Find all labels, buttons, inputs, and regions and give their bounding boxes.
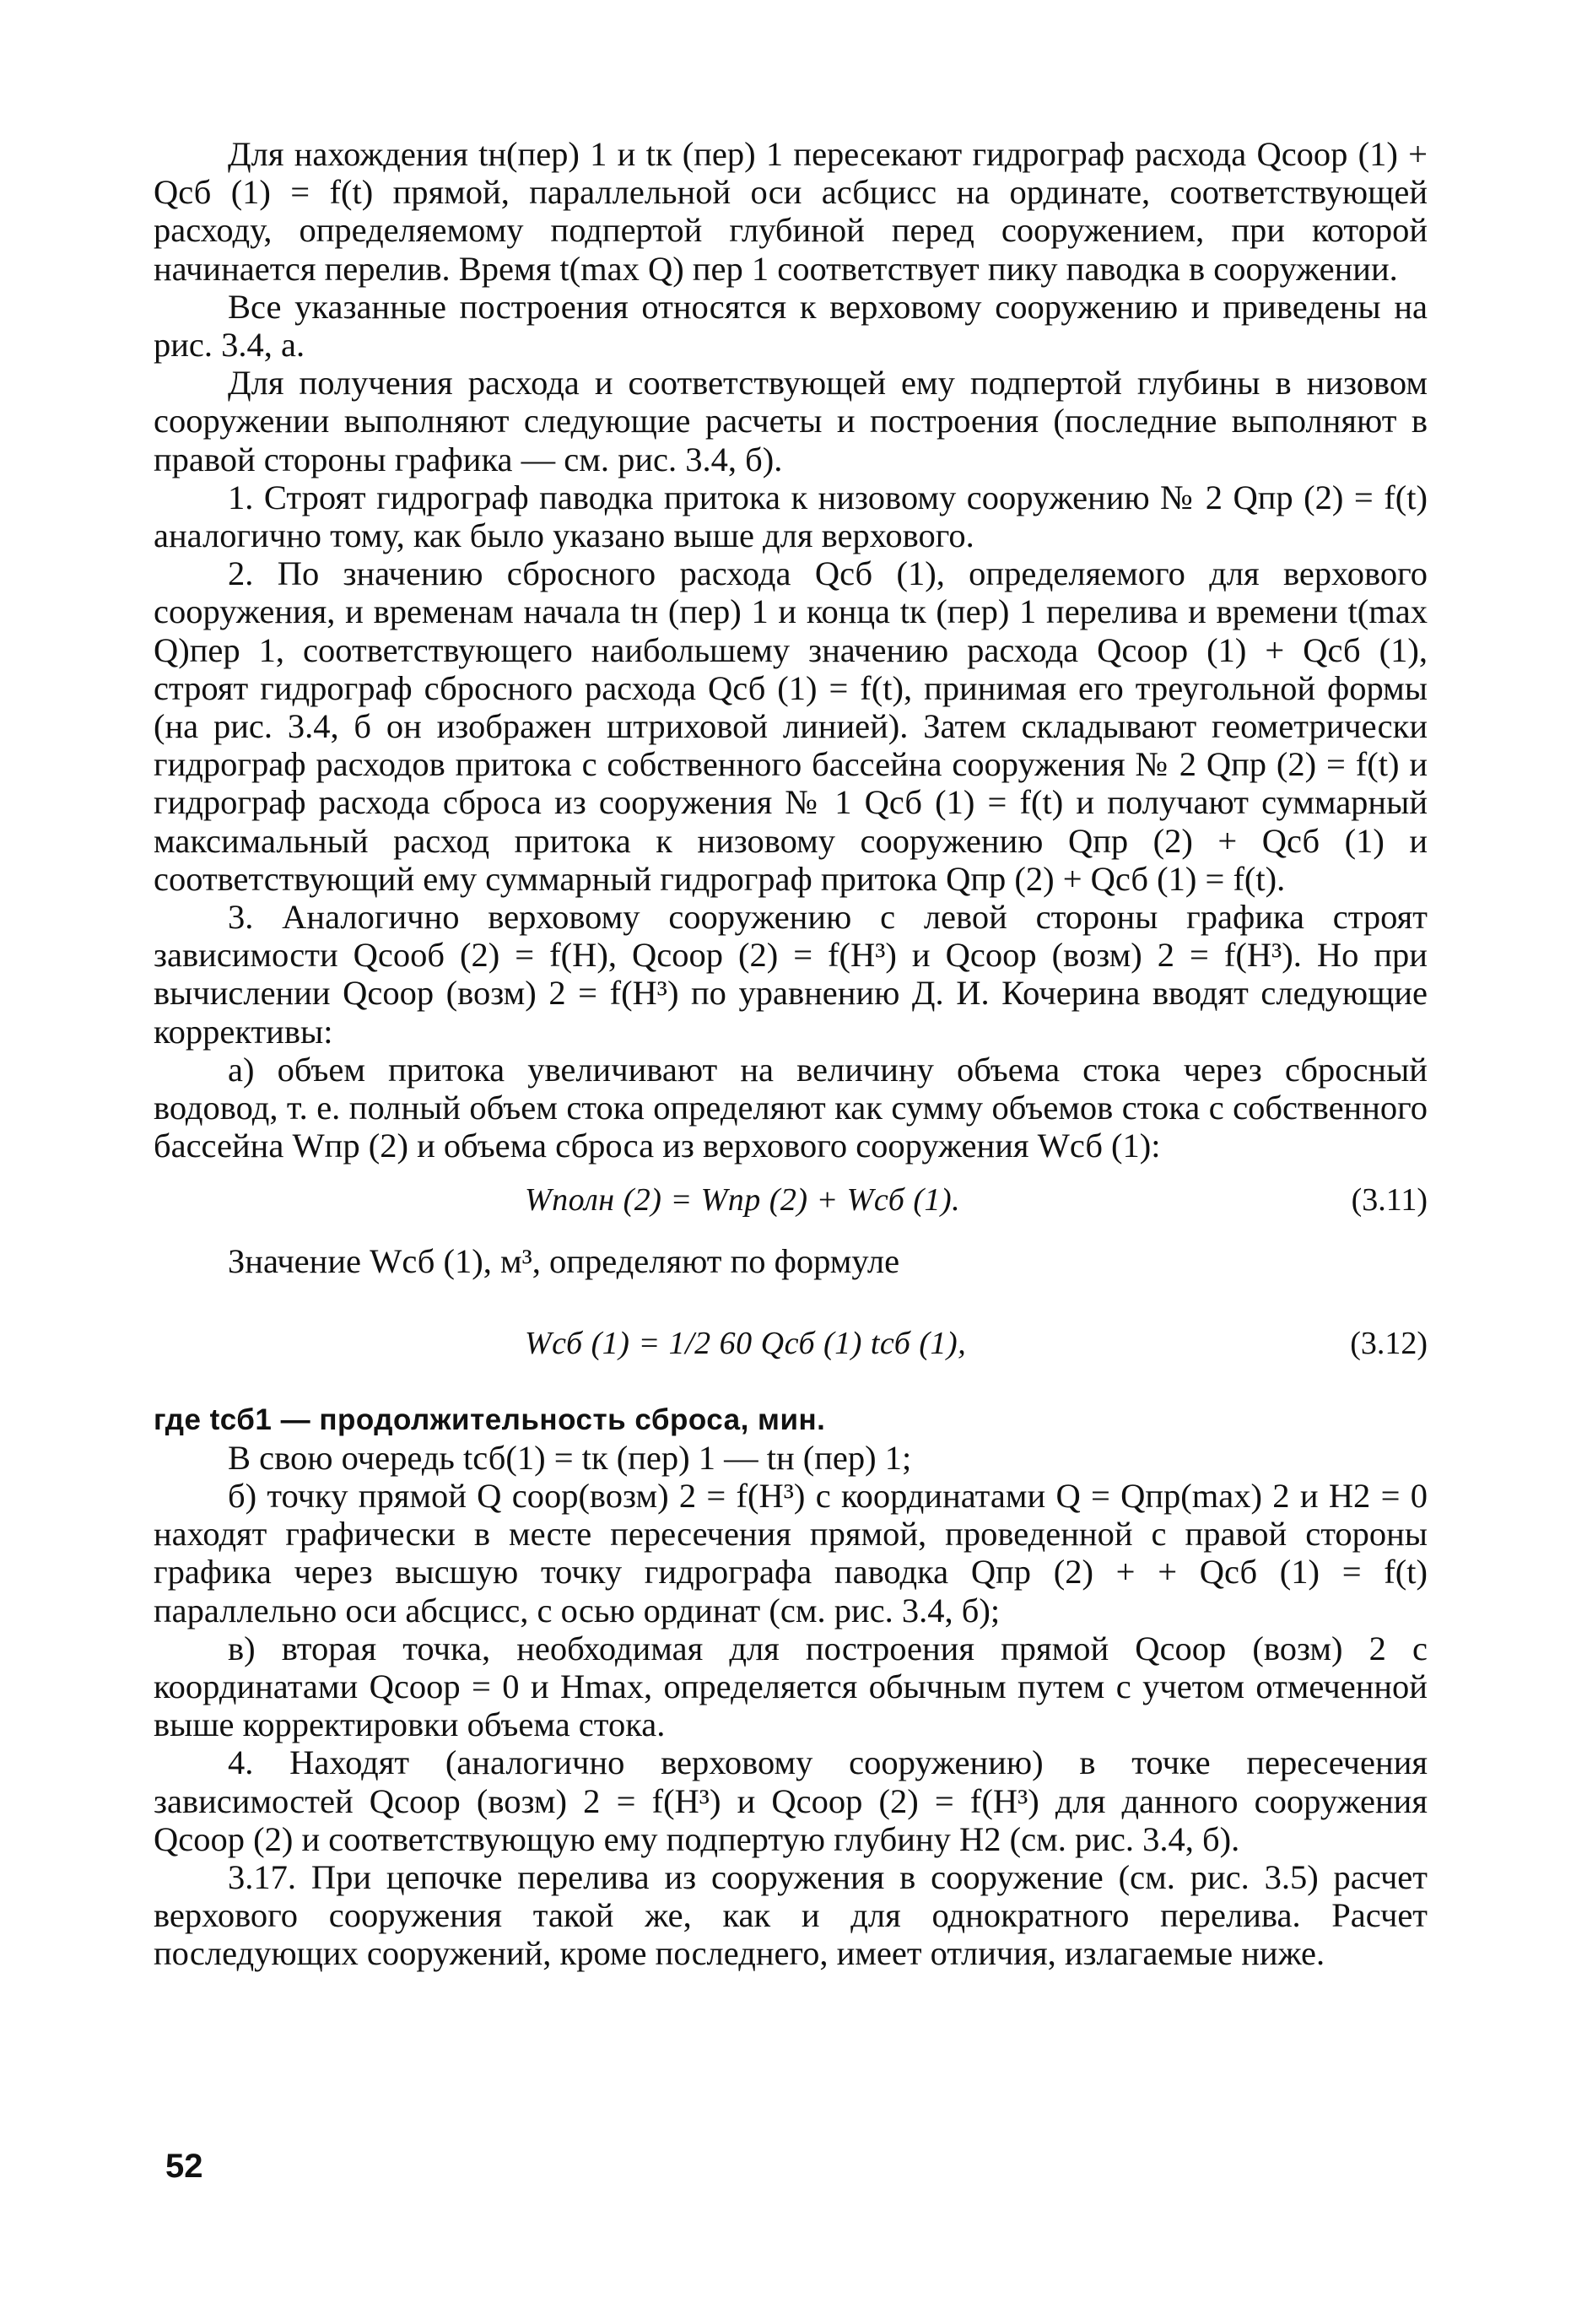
paragraph-7: а) объем притока увеличивают на величину объема стока через сбросный водовод, т. е. полный объем стока определяют как сумму объемов стока с собственного бассейна Wпр (2) и объема сброса из верхового сооружения Wсб (1): bbox=[154, 1050, 1428, 1165]
formula-3-11-number: (3.11) bbox=[1351, 1182, 1428, 1219]
formula-3-11 bbox=[154, 1175, 1428, 1234]
formula-3-12 bbox=[154, 1291, 1428, 1392]
paragraph-between: Значение Wсб (1), м³, определяют по формуле bbox=[228, 1242, 900, 1281]
body-text bbox=[154, 135, 1428, 1973]
paragraph-6: 3. Аналогично верховому сооружению с левой стороны графика строят зависимости Qсооб (2) = f(H), Qсоор (2) = f(H³) и Qсоор (возм) 2 = f(H³). Но при вычислении Qсоор (возм) 2 = f(H³) по уравнению Д. И. Кочерина вводят следующие коррективы: bbox=[154, 898, 1428, 1051]
paragraph-1: Для нахождения tн(пер) 1 и tк (пер) 1 пересекают гидрограф расхода Qсоор (1) + Qсб (1) = f(t) прямой, параллельной оси асбцисс на ординате, соответствующей расходу, определяемому подпертой глубиной перед сооружением, при которой начинается перелив. Время t(max Q) пер 1 соответствует пику паводка в сооружении. bbox=[154, 135, 1428, 288]
paragraph-3: Для получения расхода и соответствующей ему подпертой глубины в низовом сооружении выполняют следующие расчеты и построения (последние выполняют в правой стороны графика — см. рис. 3.4, б). bbox=[154, 364, 1428, 478]
paragraph-2: Все указанные построения относятся к верховому сооружению и приведены на рис. 3.4, а. bbox=[154, 287, 1428, 365]
page-number: 52 bbox=[165, 2148, 203, 2185]
paragraph-after-2: б) точку прямой Q соор(возм) 2 = f(H³) с координатами Q = Qпр(max) 2 и H2 = 0 находят графически в месте пересечения прямой, проведенной с правой стороны графика через высшую точку гидрографа паводка Qпр (2) + + Qсб (1) = f(t) параллельно оси абсцисс, с осью ординат (см. рис. 3.4, б); bbox=[154, 1476, 1428, 1630]
formula-3-12-number: (3.12) bbox=[1350, 1325, 1428, 1361]
formula-3-11-expression: Wполн (2) = Wпр (2) + Wсб (1). bbox=[525, 1182, 961, 1219]
formula-note: где tсб1 — продолжительность сброса, мин. bbox=[154, 1403, 826, 1436]
paragraph-5: 2. По значению сбросного расхода Qсб (1), определяемого для верхового сооружения, и временам начала tн (пер) 1 и конца tк (пер) 1 перелива и времени t(max Q)пер 1, соответствующего наибольшему значению расхода Qсоор (1) + Qсб (1), строят гидрограф сбросного расхода Qсб (1) = f(t), принимая его треугольной формы (на рис. 3.4, б он изображен штриховой линией). Затем складывают геометрически гидрограф расходов притока с собственного бассейна сооружения № 2 Qпр (2) = f(t) и гидрограф расхода сброса из сооружения № 1 Qсб (1) = f(t) и получают суммарный максимальный расход притока к низовому сооружению Qпр (2) + Qсб (1) и соответствующий ему суммарный гидрограф притока Qпр (2) + Qсб (1) = f(t). bbox=[154, 554, 1428, 898]
paragraph-after-5: 3.17. При цепочке перелива из сооружения в сооружение (см. рис. 3.5) расчет верхового сооружения такой же, как и для однократного перелива. Расчет последующих сооружений, кроме последнего, имеет отличия, излагаемые ниже. bbox=[154, 1857, 1428, 1973]
paragraph-4: 1. Строят гидрограф паводка притока к низовому сооружению № 2 Qпр (2) = f(t) аналогично тому, как было указано выше для верхового. bbox=[154, 478, 1428, 555]
paragraph-after-4: 4. Находят (аналогично верховому сооружению) в точке пересечения зависимостей Qсоор (возм) 2 = f(H³) и Qсоор (2) = f(H³) для данного сооружения Qсоор (2) и соответствующую ему подпертую глубину H2 (см. рис. 3.4, б). bbox=[154, 1743, 1428, 1858]
paragraph-after-3: в) вторая точка, необходимая для построения прямой Qсоор (возм) 2 с координатами Qсоор = 0 и Hmax, определяется обычным путем с учетом отмеченной выше корректировки объема стока. bbox=[154, 1629, 1428, 1744]
paragraph-after-1: В свою очередь tсб(1) = tк (пер) 1 — tн (пер) 1; bbox=[228, 1438, 912, 1477]
formula-3-12-expression: Wсб (1) = 1/2 60 Qсб (1) tсб (1), bbox=[525, 1325, 967, 1361]
